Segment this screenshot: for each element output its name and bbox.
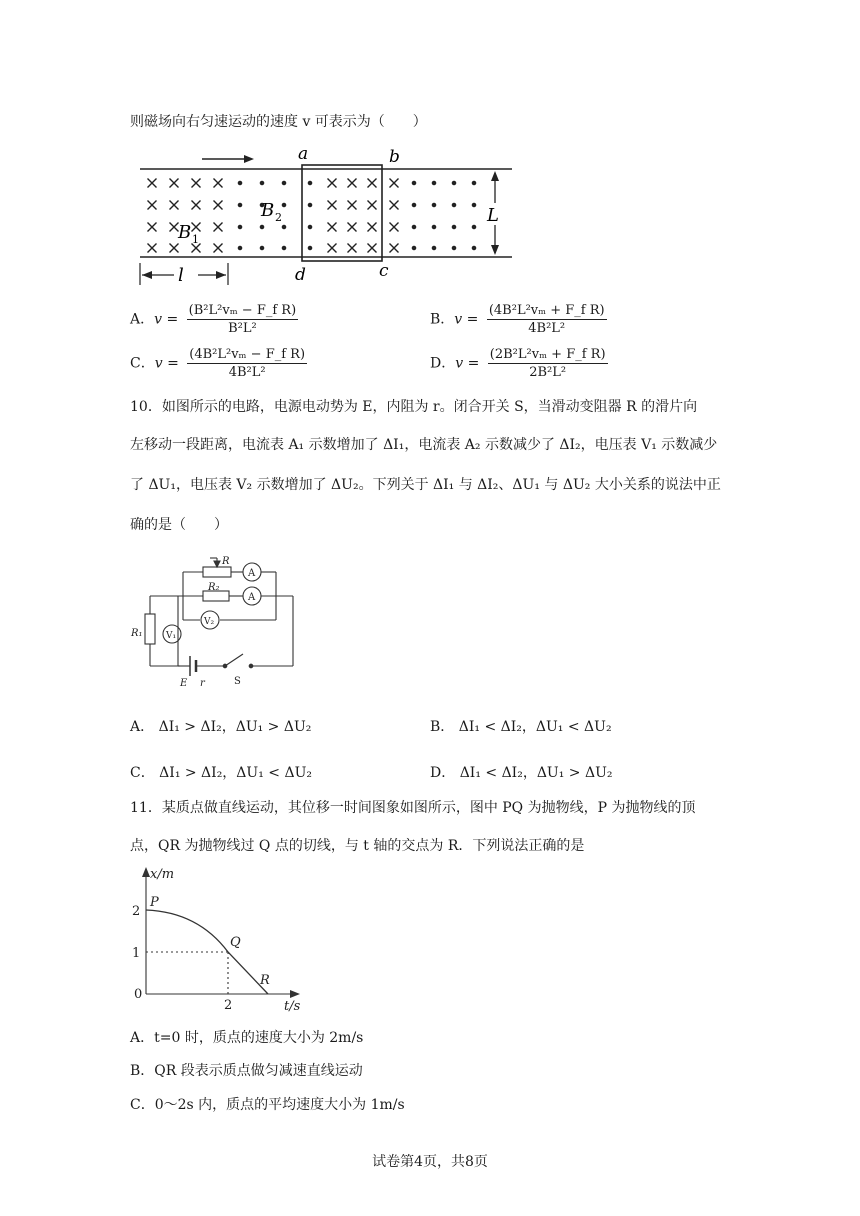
field-dot-mark — [260, 246, 264, 250]
field-dot-mark — [238, 225, 242, 229]
field-dot-mark — [432, 181, 436, 185]
label-S: S — [234, 676, 241, 687]
field-cross-mark — [214, 244, 223, 253]
q10-line-2: 左移动一段距离，电流表 A₁ 示数增加了 ΔI₁，电流表 A₂ 示数减少了 ΔI₂，电压表 V₁ 示数减少 — [130, 437, 718, 453]
field-cross-mark — [348, 179, 357, 188]
field-cross-mark — [348, 201, 357, 210]
field-cross-mark — [214, 201, 223, 210]
label-c: c — [379, 261, 389, 281]
field-dot-mark — [412, 203, 416, 207]
field-dot-mark — [238, 246, 242, 250]
q11-option-a[interactable]: A．t=0 时，质点的速度大小为 2m/s — [130, 1030, 364, 1046]
field-cross-mark — [148, 179, 157, 188]
field-cross-mark — [348, 244, 357, 253]
field-cross-mark — [328, 223, 337, 232]
label-A-top: A — [248, 568, 256, 579]
field-dot-mark — [452, 246, 456, 250]
field-dot-mark — [282, 181, 286, 185]
field-dot-mark — [308, 246, 312, 250]
field-dot-mark — [412, 225, 416, 229]
q9-option-b[interactable]: B．v = $\frac{\text{(4B²L²vₘ + F\_f R)}}{\text{4B²L²}}$ — [430, 303, 605, 336]
q10-line-4: 确的是（ ） — [130, 517, 228, 533]
q11-xt-graph — [128, 862, 318, 1012]
q9-option-d[interactable]: D．v = $\frac{\text{(2B²L²vₘ + F\_f R)}}{\text{2B²L²}}$ — [430, 347, 606, 380]
field-dot-mark — [412, 246, 416, 250]
q10-option-b[interactable]: B． ΔI₁ < ΔI₂，ΔU₁ < ΔU₂ — [430, 719, 612, 735]
q11-line-2: 点，QR 为抛物线过 Q 点的切线，与 t 轴的交点为 R．下列说法正确的是 — [130, 838, 585, 854]
field-cross-mark — [148, 244, 157, 253]
q10-option-d[interactable]: D． ΔI₁ < ΔI₂，ΔU₁ > ΔU₂ — [430, 765, 613, 781]
label-L: L — [487, 205, 499, 226]
label-r: r — [200, 678, 205, 689]
field-dot-mark — [472, 181, 476, 185]
label-a: a — [298, 145, 309, 164]
label-xlabel: t/s — [284, 999, 301, 1012]
q11-line-1: 11．某质点做直线运动，其位移一时间图象如图所示，图中 PQ 为抛物线，P 为抛物线的顶 — [130, 800, 696, 816]
field-dot-mark — [238, 203, 242, 207]
q11-option-c[interactable]: C．0～2s 内，质点的平均速度大小为 1m/s — [130, 1097, 405, 1113]
label-V1: V₁ — [166, 631, 177, 641]
q9-intro: 则磁场向右匀速运动的速度 v 可表示为（ ） — [130, 114, 427, 130]
label-b: b — [389, 147, 400, 167]
label-V2: V₂ — [204, 617, 215, 627]
field-dot-mark — [282, 203, 286, 207]
label-B2-sub: 2 — [275, 211, 282, 224]
field-dot-mark — [308, 203, 312, 207]
page-footer: 试卷第4页，共8页 — [372, 1154, 488, 1170]
field-cross-mark — [170, 179, 179, 188]
label-B1: B — [178, 222, 192, 243]
field-dot-mark — [282, 246, 286, 250]
label-x2: 2 — [224, 998, 233, 1012]
field-dot-mark — [432, 246, 436, 250]
field-cross-mark — [390, 223, 399, 232]
field-cross-mark — [348, 223, 357, 232]
field-cross-mark — [148, 223, 157, 232]
q10-circuit-figure — [128, 550, 308, 690]
label-d: d — [295, 265, 306, 285]
field-dot-mark — [452, 225, 456, 229]
field-cross-mark — [192, 201, 201, 210]
q10-line-1: 10．如图所示的电路，电源电动势为 E，内阻为 r。闭合开关 S，当滑动变阻器 R 的滑片向 — [130, 399, 698, 415]
field-dot-mark — [452, 181, 456, 185]
label-y1: 1 — [132, 946, 141, 961]
field-dot-mark — [308, 181, 312, 185]
q10-option-a[interactable]: A． ΔI₁ > ΔI₂，ΔU₁ > ΔU₂ — [130, 719, 312, 735]
field-cross-mark — [328, 179, 337, 188]
q9-magnetic-field-figure — [130, 145, 520, 285]
field-dot-mark — [260, 181, 264, 185]
label-origin: 0 — [134, 987, 143, 1002]
label-A-mid: A — [248, 592, 256, 603]
field-dot-mark — [432, 203, 436, 207]
label-l: l — [178, 265, 184, 285]
label-R2: R₂ — [208, 582, 220, 593]
label-P: P — [150, 895, 159, 910]
field-dot-mark — [432, 225, 436, 229]
q9-option-c[interactable]: C．v = $\frac{\text{(4B²L²vₘ − F\_f R)}}{\text{4B²L²}}$ — [130, 347, 306, 380]
label-y2: 2 — [132, 904, 141, 919]
field-dot-mark — [260, 225, 264, 229]
field-cross-mark — [170, 244, 179, 253]
label-B2: B — [261, 200, 275, 221]
field-cross-mark — [192, 179, 201, 188]
field-cross-mark — [214, 223, 223, 232]
label-ylabel: x/m — [150, 867, 175, 882]
field-cross-mark — [192, 223, 201, 232]
q11-option-b[interactable]: B．QR 段表示质点做匀减速直线运动 — [130, 1063, 363, 1079]
q9-option-a[interactable]: A．v = $\frac{\text{(B²L²vₘ − F\_f R)}}{\text{B²L²}}$ — [130, 303, 297, 336]
field-dot-mark — [412, 181, 416, 185]
field-dot-mark — [282, 225, 286, 229]
field-cross-mark — [390, 201, 399, 210]
label-R-point: R — [260, 973, 270, 988]
label-Q: Q — [230, 935, 241, 950]
field-dot-mark — [238, 181, 242, 185]
label-R: R — [222, 556, 230, 567]
field-cross-mark — [170, 201, 179, 210]
field-cross-mark — [368, 244, 377, 253]
field-cross-mark — [368, 179, 377, 188]
field-cross-mark — [390, 244, 399, 253]
field-cross-mark — [214, 179, 223, 188]
field-dot-mark — [472, 225, 476, 229]
q10-option-c[interactable]: C． ΔI₁ > ΔI₂，ΔU₁ < ΔU₂ — [130, 765, 312, 781]
label-B1-sub: 1 — [192, 233, 199, 246]
q10-line-3: 了 ΔU₁，电压表 V₂ 示数增加了 ΔU₂。下列关于 ΔI₁ 与 ΔI₂、ΔU₁ 与 ΔU₂ 大小关系的说法中正 — [130, 477, 721, 493]
field-cross-mark — [390, 179, 399, 188]
field-cross-mark — [328, 201, 337, 210]
label-R1: R₁ — [131, 628, 143, 639]
field-dot-mark — [472, 246, 476, 250]
field-dot-mark — [308, 225, 312, 229]
field-cross-mark — [368, 201, 377, 210]
field-cross-mark — [148, 201, 157, 210]
field-dot-mark — [472, 203, 476, 207]
field-cross-mark — [328, 244, 337, 253]
field-dot-mark — [452, 203, 456, 207]
label-E: E — [180, 678, 188, 689]
field-cross-mark — [368, 223, 377, 232]
